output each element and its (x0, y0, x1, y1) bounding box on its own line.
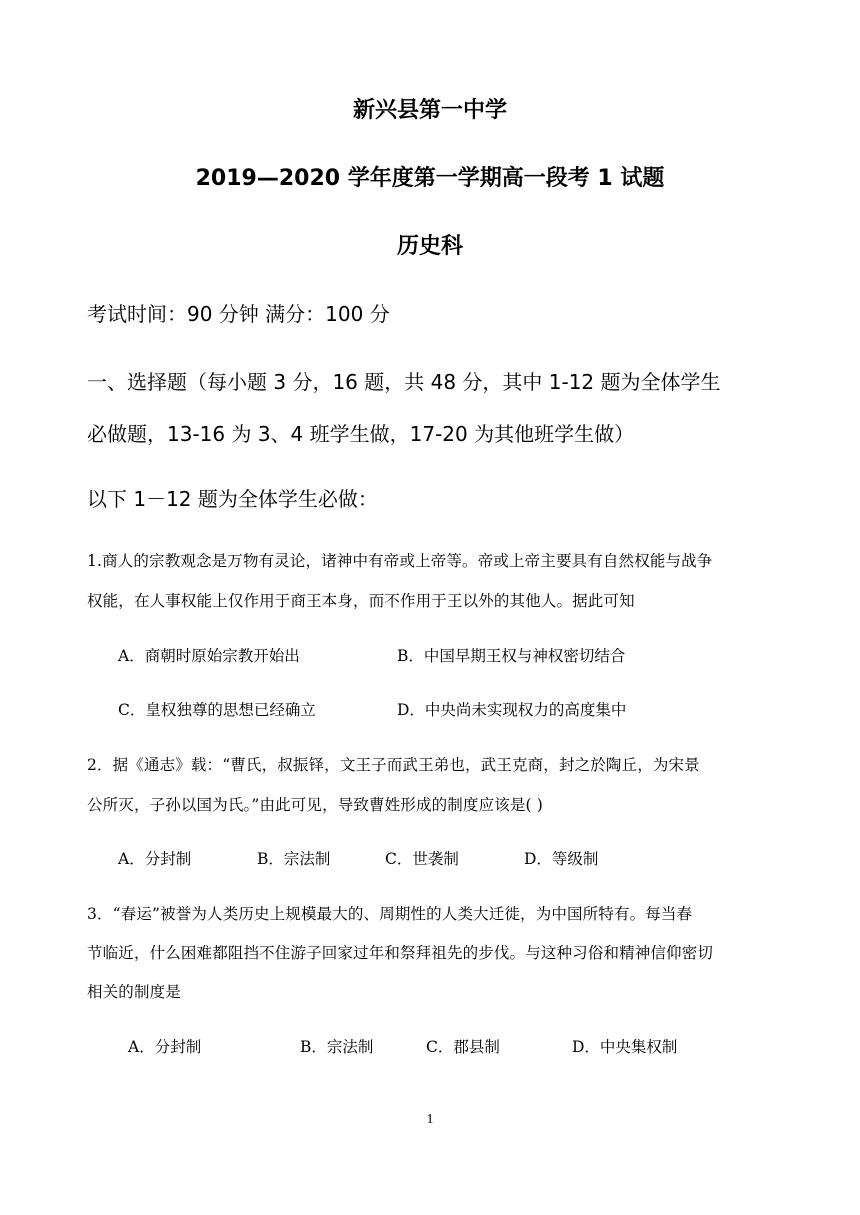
option-a: A．分封制 (118, 850, 192, 868)
option-a: A．分封制 (128, 1038, 202, 1056)
question-text-line: 2．据《通志》载：“曹氏，叔振铎，文王子而武王弟也，武王克商，封之於陶丘，为宋景 (87, 756, 700, 774)
page-number: 1 (426, 1112, 434, 1127)
option-d: D．中央集权制 (572, 1038, 678, 1056)
section-heading-line1: 一、选择题（每小题 3 分，16 题，共 48 分，其中 1-12 题为全体学生 (87, 370, 721, 394)
section-heading-line2: 必做题，13-16 为 3、4 班学生做，17-20 为其他班学生做） (87, 422, 635, 446)
exam-title: 2019—2020 学年度第一学期高一段考 1 试题 (195, 166, 665, 191)
option-d: D．等级制 (524, 850, 599, 868)
question-text-line: 权能，在人事权能上仅作用于商王本身，而不作用于王以外的其他人。据此可知 (87, 592, 635, 610)
option-a: A．商朝时原始宗教开始出 (118, 647, 300, 665)
subject-title: 历史科 (396, 234, 463, 259)
option-b: B．宗法制 (257, 850, 331, 868)
option-c: C．郡县制 (426, 1038, 500, 1056)
question-text-line: 3．“春运”被誉为人类历史上规模最大的、周期性的人类大迁徙，为中国所特有。每当春 (87, 905, 693, 923)
school-name: 新兴县第一中学 (352, 98, 507, 123)
option-b: B．宗法制 (300, 1038, 374, 1056)
exam-info: 考试时间：90 分钟 满分：100 分 (87, 302, 390, 326)
section-subheading: 以下 1－12 题为全体学生必做： (87, 487, 378, 511)
question-text-line: 节临近，什么困难都阻挡不住游子回家过年和祭拜祖先的步伐。与这种习俗和精神信仰密切 (87, 944, 714, 962)
question-text-line: 1.商人的宗教观念是万物有灵论，诸神中有帝或上帝等。帝或上帝主要具有自然权能与战争 (87, 552, 713, 570)
option-c: C．皇权独尊的思想已经确立 (118, 701, 316, 719)
option-b: B．中国早期王权与神权密切结合 (397, 647, 626, 665)
question-text-line: 公所灭，子孙以国为氏。”由此可见，导致曹姓形成的制度应该是( ) (87, 796, 543, 814)
option-d: D．中央尚未实现权力的高度集中 (397, 701, 627, 719)
question-text-line: 相关的制度是 (87, 983, 181, 1001)
option-c: C．世袭制 (385, 850, 459, 868)
